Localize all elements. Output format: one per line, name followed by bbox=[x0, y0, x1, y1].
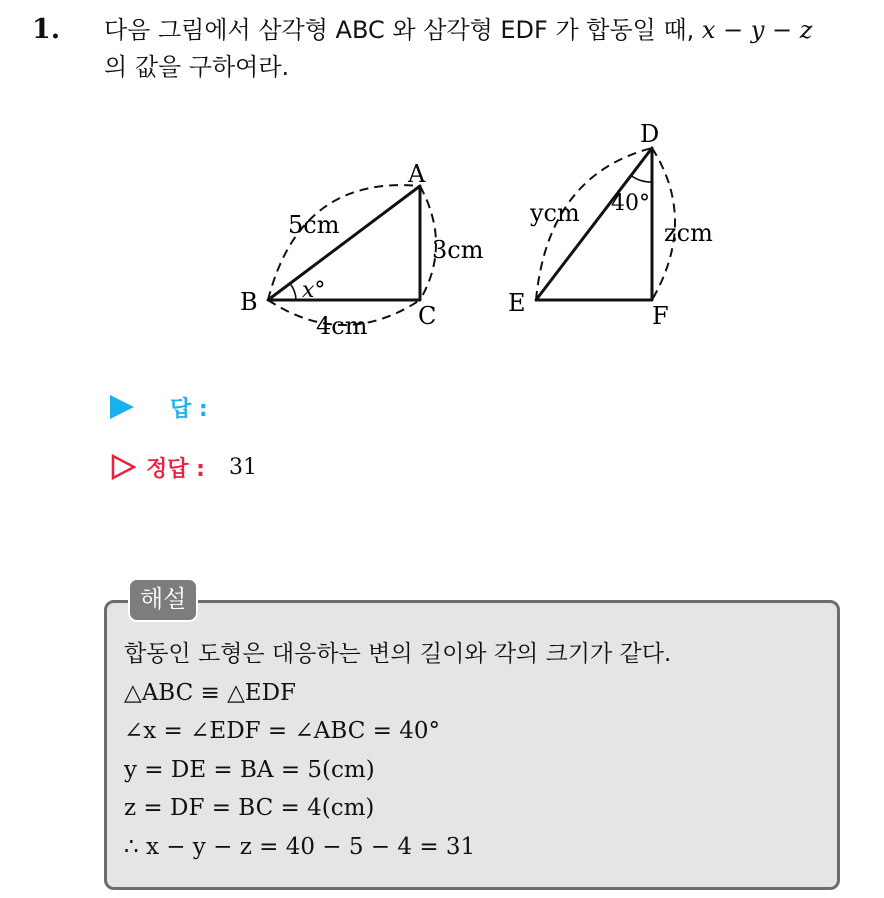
solution-line: y = DE = BA = 5(cm) bbox=[124, 756, 375, 783]
label-ac-length: 3cm bbox=[432, 236, 484, 264]
play-filled-icon bbox=[110, 395, 134, 419]
solution-line: ∠x = ∠EDF = ∠ABC = 40° bbox=[124, 718, 440, 744]
angle-d-arc bbox=[631, 176, 652, 183]
question-number: 1. bbox=[32, 14, 61, 45]
solution-line: ∴ x − y − z = 40 − 5 − 4 = 31 bbox=[124, 833, 476, 860]
solution-content bbox=[124, 635, 671, 866]
solution-tag: 해설 bbox=[128, 578, 198, 622]
label-df-length: zcm bbox=[664, 219, 713, 247]
question-line-1-text: 다음 그림에서 삼각형 ABC 와 삼각형 EDF 가 합동일 때, bbox=[104, 16, 695, 44]
label-e: E bbox=[508, 289, 526, 317]
answer-input-row[interactable] bbox=[110, 392, 208, 422]
label-ab-length: 5cm bbox=[288, 211, 340, 239]
triangle-edf bbox=[508, 120, 713, 330]
solution-line: 합동인 도형은 대응하는 변의 길이와 각의 크기가 같다. bbox=[124, 641, 672, 667]
play-outline-icon bbox=[110, 454, 136, 480]
triangle-abc bbox=[240, 160, 484, 340]
correct-answer-row bbox=[110, 452, 257, 482]
label-c: C bbox=[418, 302, 437, 330]
label-angle-d: 40° bbox=[611, 191, 650, 216]
correct-answer-label: 정답 : bbox=[146, 456, 205, 482]
label-de-length: ycm bbox=[530, 199, 580, 227]
solution-line: △ABC ≡ △EDF bbox=[124, 679, 296, 706]
question-line-1-math: x − y − z bbox=[701, 16, 813, 44]
label-f: F bbox=[652, 302, 669, 330]
label-b: B bbox=[240, 288, 258, 316]
label-bc-length: 4cm bbox=[316, 312, 368, 340]
triangle-figure bbox=[0, 0, 884, 360]
answer-label: 답 : bbox=[170, 396, 208, 422]
correct-answer-value: 31 bbox=[228, 454, 257, 480]
solution-line: z = DF = BC = 4(cm) bbox=[124, 795, 375, 821]
label-d: D bbox=[640, 120, 660, 148]
label-a: A bbox=[408, 160, 426, 188]
question-line-2: 의 값을 구하여라. bbox=[104, 53, 290, 81]
angle-b-arc bbox=[290, 284, 296, 301]
label-angle-b: x° bbox=[302, 278, 326, 303]
